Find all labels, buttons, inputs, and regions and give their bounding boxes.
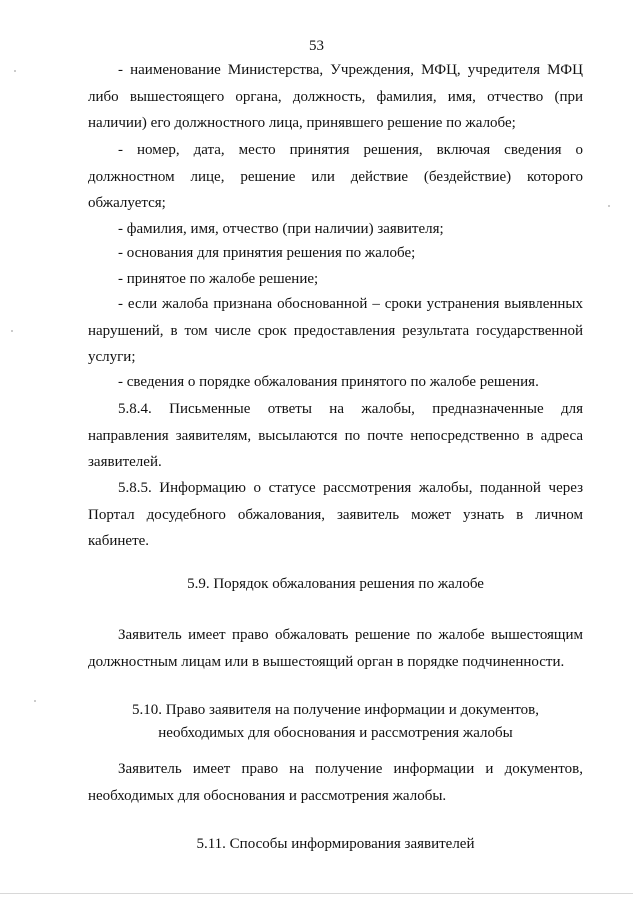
scan-speck [608,205,610,207]
scan-speck [14,70,16,72]
section-heading-5-10-line2: необходимых для обоснования и рассмотрения жалобы [158,725,513,741]
scan-speck [34,700,36,702]
section-heading-5-10-line1: 5.10. Право заявителя на получение информации и документов, [132,702,539,718]
section-heading-5-9: 5.9. Порядок обжалования решения по жалобе [187,576,484,592]
paragraph-5-8-4: 5.8.4. Письменные ответы на жалобы, предназначенные для направления заявителям, высылаются по почте непосредственно в адреса заявителей. [88,401,583,470]
list-item-ministry: - наименование Министерства, Учреждения, МФЦ, учредителя МФЦ либо вышестоящего органа, должность, фамилия, имя, отчество (при наличии) его должностного лица, принявшего решение по жалобе; [88,62,583,131]
page-number: 53 [309,38,324,54]
list-item-grounds: - основания для принятия решения по жалобе; [118,245,416,261]
paragraph-5-9: Заявитель имеет право обжаловать решение по жалобе вышестоящим должностным лицам или в вышестоящий орган в порядке подчиненности. [88,627,583,670]
list-item-decision-number: - номер, дата, место принятия решения, включая сведения о должностном лице, решение или действие (бездействие) которого обжалуется; [88,142,583,211]
list-item-deadlines: - если жалоба признана обоснованной – сроки устранения выявленных нарушений, в том числе срок предоставления результата государственной услуги; [88,296,583,365]
section-heading-5-11: 5.11. Способы информирования заявителей [196,836,475,852]
scan-speck [11,330,13,332]
list-item-decision: - принятое по жалобе решение; [118,271,319,287]
list-item-appeal-procedure: - сведения о порядке обжалования принятого по жалобе решения. [118,374,539,390]
scan-edge-line [0,893,633,894]
paragraph-5-8-5: 5.8.5. Информацию о статусе рассмотрения жалобы, поданной через Портал досудебного обжалования, заявитель может узнать в личном кабинете. [88,480,583,549]
list-item-applicant-name: - фамилия, имя, отчество (при наличии) заявителя; [118,221,444,237]
paragraph-5-10: Заявитель имеет право на получение информации и документов, необходимых для обоснования и рассмотрения жалобы. [88,761,583,804]
